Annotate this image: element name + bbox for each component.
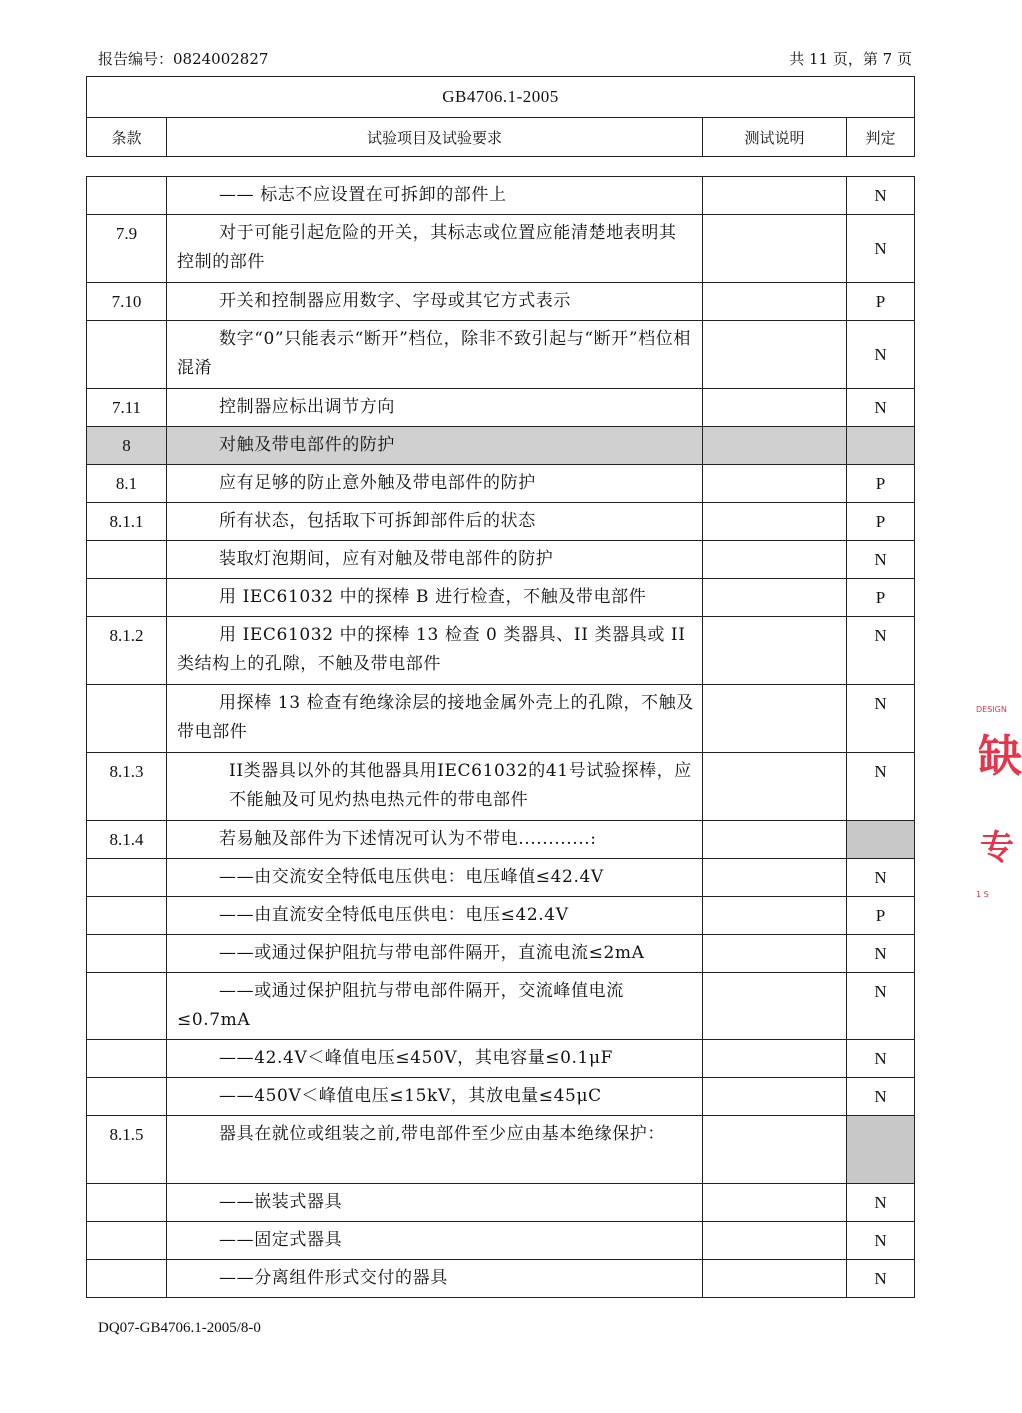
- table-row: [87, 753, 915, 821]
- test-note-cell: [703, 465, 847, 503]
- test-note-cell: [703, 935, 847, 973]
- test-note-cell: [703, 177, 847, 215]
- table-row: [87, 1040, 915, 1078]
- verdict-cell: N: [847, 1040, 915, 1078]
- requirement-cell: [167, 503, 703, 541]
- requirement-cell: [167, 859, 703, 897]
- requirement-cell: [167, 1116, 703, 1184]
- test-note-cell: [703, 503, 847, 541]
- test-note-cell: [703, 753, 847, 821]
- clause-cell: 8.1.4: [87, 821, 167, 859]
- test-note-cell: [703, 1040, 847, 1078]
- clause-cell: [87, 177, 167, 215]
- requirement-cell: [167, 935, 703, 973]
- verdict-cell: P: [847, 897, 915, 935]
- requirement-cell: [167, 215, 703, 283]
- requirement-text: 用 IEC61032 中的探棒 13 检查 0 类器具、II 类器具或 II 类结构上的孔隙，不触及带电部件: [177, 625, 686, 674]
- table-row: [87, 1116, 915, 1184]
- test-note-cell: [703, 617, 847, 685]
- requirement-cell: [167, 753, 703, 821]
- test-note-cell: [703, 897, 847, 935]
- clause-cell: 7.9: [87, 215, 167, 283]
- clause-cell: [87, 859, 167, 897]
- table-row: [87, 617, 915, 685]
- requirement-text: 用探棒 13 检查有绝缘涂层的接地金属外壳上的孔隙，不触及带电部件: [177, 693, 694, 742]
- requirement-cell: [167, 973, 703, 1040]
- test-note-cell: [703, 821, 847, 859]
- verdict-cell: N: [847, 177, 915, 215]
- requirement-text: 控制器应标出调节方向: [219, 397, 395, 417]
- requirement-cell: [167, 1222, 703, 1260]
- table-row: [87, 283, 915, 321]
- requirement-text: ——固定式器具: [219, 1230, 343, 1250]
- col-item-header: 试验项目及试验要求: [167, 118, 703, 157]
- test-note-cell: [703, 859, 847, 897]
- test-note-cell: [703, 1222, 847, 1260]
- clause-cell: [87, 973, 167, 1040]
- table-row: [87, 465, 915, 503]
- requirement-cell: [167, 427, 703, 465]
- test-note-cell: [703, 973, 847, 1040]
- requirement-text: 开关和控制器应用数字、字母或其它方式表示: [219, 291, 571, 311]
- requirement-cell: [167, 821, 703, 859]
- verdict-cell: N: [847, 541, 915, 579]
- table-row: [87, 973, 915, 1040]
- verdict-cell: N: [847, 859, 915, 897]
- table-row: [87, 1222, 915, 1260]
- test-note-cell: [703, 1184, 847, 1222]
- requirement-cell: [167, 321, 703, 389]
- standard-title: GB4706.1-2005: [87, 77, 915, 118]
- requirement-cell: [167, 617, 703, 685]
- verdict-cell: P: [847, 283, 915, 321]
- test-note-cell: [703, 579, 847, 617]
- requirement-cell: [167, 177, 703, 215]
- requirement-text: 所有状态，包括取下可拆卸部件后的状态: [219, 511, 536, 531]
- test-note-cell: [703, 1260, 847, 1298]
- document-code: DQ07-GB4706.1-2005/8-0: [98, 1320, 261, 1336]
- clause-cell: [87, 935, 167, 973]
- requirement-text: ——或通过保护阻抗与带电部件隔开，交流峰值电流≤0.7mA: [177, 981, 624, 1030]
- clause-cell: [87, 321, 167, 389]
- table-row: [87, 1184, 915, 1222]
- report-number: 报告编号：0824002827: [98, 50, 269, 68]
- requirement-cell: [167, 541, 703, 579]
- requirement-text: ——由直流安全特低电压供电：电压≤42.4V: [219, 905, 569, 925]
- clause-cell: [87, 1222, 167, 1260]
- verdict-cell: [847, 821, 915, 859]
- table-row: [87, 427, 915, 465]
- requirement-text: ——450V＜峰值电压≤15kV，其放电量≤45μC: [219, 1086, 602, 1106]
- clause-cell: 8.1.5: [87, 1116, 167, 1184]
- requirement-text: 对于可能引起危险的开关，其标志或位置应能清楚地表明其控制的部件: [177, 223, 677, 272]
- verdict-cell: N: [847, 1260, 915, 1298]
- table-header: [86, 76, 915, 157]
- requirement-text: 对触及带电部件的防护: [219, 435, 395, 455]
- clause-cell: [87, 1184, 167, 1222]
- requirement-cell: [167, 389, 703, 427]
- verdict-cell: P: [847, 465, 915, 503]
- clause-cell: 8.1.2: [87, 617, 167, 685]
- clause-cell: 8.1.1: [87, 503, 167, 541]
- verdict-cell: N: [847, 321, 915, 389]
- table-row: [87, 177, 915, 215]
- requirement-text: —— 标志不应设置在可拆卸的部件上: [219, 185, 507, 205]
- col-note-header: 测试说明: [703, 118, 847, 157]
- verdict-cell: N: [847, 617, 915, 685]
- table-row: [87, 503, 915, 541]
- requirement-text: II类器具以外的其他器具用IEC61032的41号试验探棒，应不能触及可见灼热电热元件的带电部件: [229, 761, 692, 810]
- stamp-char-1: 缺: [978, 731, 1022, 782]
- seal-stamp: DESIGN 缺 专 1 S: [976, 705, 1022, 899]
- clause-cell: [87, 1078, 167, 1116]
- table-row: [87, 859, 915, 897]
- requirement-cell: [167, 465, 703, 503]
- table-row: [87, 579, 915, 617]
- requirement-text: 数字“0”只能表示“断开”档位，除非不致引起与“断开”档位相混淆: [177, 329, 691, 378]
- verdict-cell: N: [847, 1184, 915, 1222]
- col-verdict-header: 判定: [847, 118, 915, 157]
- table-row: [87, 321, 915, 389]
- clause-cell: 7.10: [87, 283, 167, 321]
- clause-cell: [87, 897, 167, 935]
- table-row: [87, 215, 915, 283]
- verdict-cell: [847, 427, 915, 465]
- verdict-cell: N: [847, 1078, 915, 1116]
- table-row: [87, 897, 915, 935]
- verdict-cell: N: [847, 1222, 915, 1260]
- verdict-cell: N: [847, 389, 915, 427]
- requirement-text: ——由交流安全特低电压供电：电压峰值≤42.4V: [219, 867, 604, 887]
- clause-cell: [87, 685, 167, 753]
- requirement-cell: [167, 579, 703, 617]
- requirement-cell: [167, 1260, 703, 1298]
- test-note-cell: [703, 215, 847, 283]
- clause-cell: 8.1.3: [87, 753, 167, 821]
- requirement-text: ——分离组件形式交付的器具: [219, 1268, 448, 1288]
- verdict-cell: P: [847, 579, 915, 617]
- table-row: [87, 685, 915, 753]
- clause-cell: [87, 541, 167, 579]
- table-row: [87, 1260, 915, 1298]
- test-note-cell: [703, 427, 847, 465]
- table-row: [87, 541, 915, 579]
- stamp-char-2: 专: [980, 828, 1014, 868]
- test-items-table: [86, 176, 915, 1298]
- test-note-cell: [703, 1078, 847, 1116]
- col-clause-header: 条款: [87, 118, 167, 157]
- verdict-cell: N: [847, 973, 915, 1040]
- table-row: [87, 821, 915, 859]
- verdict-cell: [847, 1116, 915, 1184]
- test-note-cell: [703, 389, 847, 427]
- table-row: [87, 389, 915, 427]
- clause-cell: 7.11: [87, 389, 167, 427]
- page-indicator: 共 11 页，第 7 页: [789, 50, 912, 68]
- test-note-cell: [703, 1116, 847, 1184]
- test-note-cell: [703, 321, 847, 389]
- clause-cell: [87, 579, 167, 617]
- verdict-cell: N: [847, 685, 915, 753]
- requirement-text: ——嵌装式器具: [219, 1192, 343, 1212]
- requirement-text: 器具在就位或组装之前,带电部件至少应由基本绝缘保护：: [219, 1124, 666, 1144]
- requirement-text: ——42.4V＜峰值电压≤450V，其电容量≤0.1μF: [219, 1048, 614, 1068]
- verdict-cell: N: [847, 215, 915, 283]
- test-note-cell: [703, 283, 847, 321]
- clause-cell: 8.1: [87, 465, 167, 503]
- requirement-text: 应有足够的防止意外触及带电部件的防护: [219, 473, 536, 493]
- clause-cell: [87, 1040, 167, 1078]
- requirement-cell: [167, 1078, 703, 1116]
- table-row: [87, 935, 915, 973]
- requirement-cell: [167, 685, 703, 753]
- requirement-cell: [167, 283, 703, 321]
- table-row: [87, 1078, 915, 1116]
- verdict-cell: N: [847, 935, 915, 973]
- requirement-text: 装取灯泡期间，应有对触及带电部件的防护: [219, 549, 554, 569]
- requirement-text: ——或通过保护阻抗与带电部件隔开，直流电流≤2mA: [219, 943, 645, 963]
- requirement-text: 若易触及部件为下述情况可认为不带电............:: [219, 829, 597, 849]
- requirement-text: 用 IEC61032 中的探棒 B 进行检查，不触及带电部件: [219, 587, 647, 607]
- requirement-cell: [167, 1184, 703, 1222]
- test-note-cell: [703, 685, 847, 753]
- test-note-cell: [703, 541, 847, 579]
- verdict-cell: P: [847, 503, 915, 541]
- verdict-cell: N: [847, 753, 915, 821]
- requirement-cell: [167, 1040, 703, 1078]
- clause-cell: 8: [87, 427, 167, 465]
- clause-cell: [87, 1260, 167, 1298]
- requirement-cell: [167, 897, 703, 935]
